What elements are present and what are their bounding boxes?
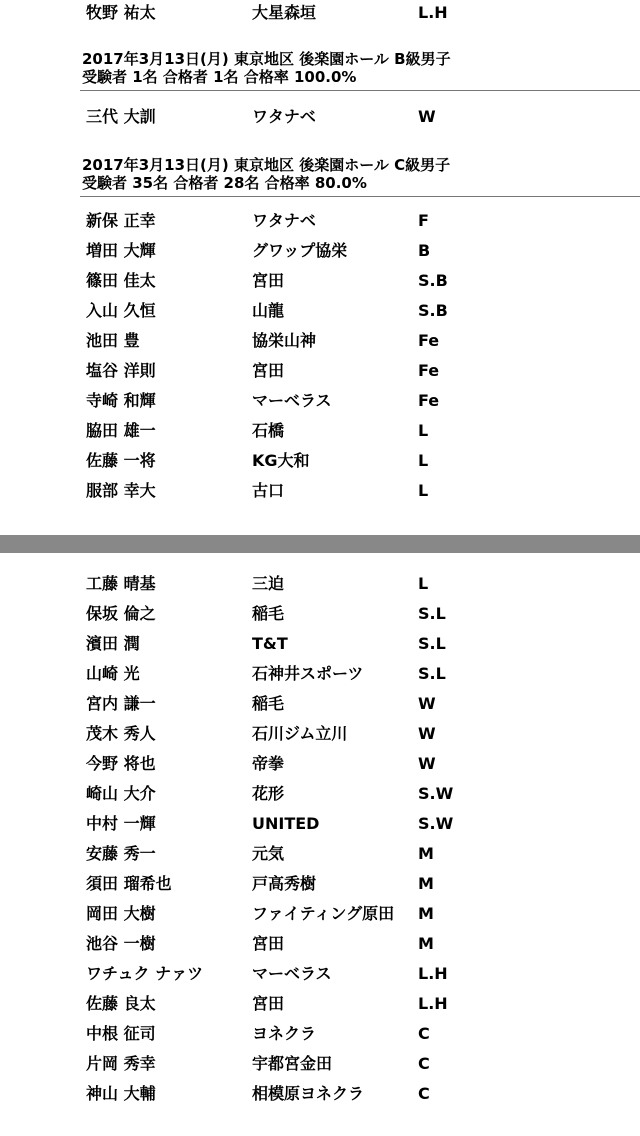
weight-class: C <box>418 1024 430 1043</box>
boxer-name: 三代 大訓 <box>86 107 156 126</box>
weight-class: W <box>418 694 436 713</box>
table-row <box>0 689 640 719</box>
boxer-name: 牧野 祐太 <box>86 3 156 22</box>
weight-class: S.B <box>418 301 448 320</box>
weight-class: L <box>418 451 429 470</box>
weight-class: B <box>418 241 431 260</box>
boxer-name: 片岡 秀幸 <box>86 1054 156 1073</box>
weight-class: W <box>418 754 436 773</box>
weight-class: F <box>418 211 429 230</box>
gym-name: ワタナベ <box>252 107 316 126</box>
gym-name: グワップ協栄 <box>252 241 348 260</box>
boxer-name: ワチュク ナァツ <box>86 964 204 983</box>
table-row <box>0 629 640 659</box>
weight-class: L.H <box>418 994 448 1013</box>
gym-name: 石川ジム立川 <box>252 724 348 743</box>
weight-class: Fe <box>418 331 440 350</box>
gym-name: 古口 <box>252 481 285 500</box>
table-row <box>0 102 640 132</box>
boxer-name: 岡田 大樹 <box>86 904 156 923</box>
boxer-name: 山崎 光 <box>86 664 140 683</box>
gym-name: 戸高秀樹 <box>252 874 317 893</box>
weight-class: Fe <box>418 361 440 380</box>
boxer-name: 工藤 晴基 <box>86 574 156 593</box>
boxer-name: 増田 大輝 <box>86 241 156 260</box>
table-row <box>0 1049 640 1079</box>
exam-title: 2017年3月13日(月) 東京地区 後楽園ホール C級男子 <box>82 156 451 174</box>
boxer-name: 神山 大輔 <box>86 1084 156 1103</box>
table-row <box>0 839 640 869</box>
boxer-name: 寺崎 和輝 <box>86 391 156 410</box>
table-row <box>0 809 640 839</box>
table-row <box>0 719 640 749</box>
boxer-name: 須田 瑠希也 <box>86 874 172 893</box>
table-row <box>0 899 640 929</box>
table-row <box>0 356 640 386</box>
gym-name: マーベラス <box>252 964 332 983</box>
weight-class: S.W <box>418 814 454 833</box>
boxer-name: 中根 征司 <box>86 1024 156 1043</box>
table-row <box>0 416 640 446</box>
table-row <box>0 206 640 236</box>
table-row <box>0 446 640 476</box>
weight-class: W <box>418 107 436 126</box>
gym-name: 三迫 <box>252 574 285 593</box>
page-separator <box>0 535 640 553</box>
boxer-name: 脇田 雄一 <box>86 421 156 440</box>
weight-class: M <box>418 934 434 953</box>
weight-class: S.B <box>418 271 448 290</box>
boxer-name: 濱田 潤 <box>86 634 140 653</box>
table-row <box>0 869 640 899</box>
boxer-name: 池田 豊 <box>86 331 140 350</box>
gym-name: 山龍 <box>252 301 285 320</box>
divider <box>80 90 640 91</box>
boxer-name: 崎山 大介 <box>86 784 156 803</box>
boxer-name: 佐藤 良太 <box>86 994 156 1013</box>
weight-class: S.L <box>418 604 446 623</box>
gym-name: 宮田 <box>252 271 285 290</box>
gym-name: 帝拳 <box>252 754 285 773</box>
gym-name: 協栄山神 <box>252 331 317 350</box>
gym-name: ファイティング原田 <box>252 904 395 923</box>
weight-class: S.W <box>418 784 454 803</box>
table-row <box>0 929 640 959</box>
table-row <box>0 386 640 416</box>
boxer-name: 篠田 佳太 <box>86 271 156 290</box>
divider <box>80 196 640 197</box>
boxer-name: 今野 将也 <box>86 754 156 773</box>
gym-name: T&T <box>252 634 288 653</box>
gym-name: 花形 <box>252 784 285 803</box>
table-row <box>0 749 640 779</box>
table-row <box>0 959 640 989</box>
boxer-name: 安藤 秀一 <box>86 844 156 863</box>
table-row <box>0 599 640 629</box>
gym-name: 稲毛 <box>252 694 285 713</box>
table-row <box>0 326 640 356</box>
boxer-name: 池谷 一樹 <box>86 934 156 953</box>
weight-class: S.L <box>418 664 446 683</box>
weight-class: C <box>418 1054 430 1073</box>
gym-name: 相模原ヨネクラ <box>252 1084 365 1103</box>
weight-class: L <box>418 421 429 440</box>
weight-class: L.H <box>418 964 448 983</box>
table-row <box>0 1079 640 1109</box>
boxer-name: 新保 正幸 <box>86 211 156 230</box>
gym-name: KG大和 <box>252 451 310 470</box>
weight-class: M <box>418 904 434 923</box>
table-row <box>0 779 640 809</box>
gym-name: 元気 <box>252 844 285 863</box>
boxer-name: 宮内 謙一 <box>86 694 156 713</box>
table-row <box>0 989 640 1019</box>
table-row <box>0 0 640 28</box>
weight-class: M <box>418 874 434 893</box>
boxer-name: 佐藤 一将 <box>86 451 156 470</box>
weight-class: S.L <box>418 634 446 653</box>
table-row <box>0 266 640 296</box>
gym-name: ヨネクラ <box>252 1024 317 1043</box>
gym-name: UNITED <box>252 814 320 833</box>
weight-class: W <box>418 724 436 743</box>
gym-name: 宮田 <box>252 934 285 953</box>
gym-name: 宮田 <box>252 994 285 1013</box>
table-row <box>0 296 640 326</box>
gym-name: 宮田 <box>252 361 285 380</box>
gym-name: マーベラス <box>252 391 332 410</box>
boxer-name: 入山 久恒 <box>86 301 156 320</box>
gym-name: 石神井スポーツ <box>252 664 364 683</box>
gym-name: 宇都宮金田 <box>252 1054 333 1073</box>
table-row <box>0 236 640 266</box>
gym-name: 稲毛 <box>252 604 285 623</box>
weight-class: C <box>418 1084 430 1103</box>
weight-class: Fe <box>418 391 440 410</box>
boxer-name: 茂木 秀人 <box>86 724 156 743</box>
weight-class: L <box>418 481 429 500</box>
boxer-name: 中村 一輝 <box>86 814 156 833</box>
table-row <box>0 476 640 506</box>
gym-name: 石橋 <box>252 421 285 440</box>
exam-title: 2017年3月13日(月) 東京地区 後楽園ホール B級男子 <box>82 50 451 68</box>
table-row <box>0 569 640 599</box>
boxer-name: 塩谷 洋則 <box>86 361 156 380</box>
weight-class: L <box>418 574 429 593</box>
weight-class: L.H <box>418 3 448 22</box>
gym-name: ワタナベ <box>252 211 316 230</box>
weight-class: M <box>418 844 434 863</box>
table-row <box>0 1019 640 1049</box>
boxer-name: 保坂 倫之 <box>86 604 156 623</box>
table-row <box>0 659 640 689</box>
gym-name: 大星森垣 <box>252 3 317 22</box>
exam-stats: 受験者 35名 合格者 28名 合格率 80.0% <box>82 174 367 192</box>
exam-stats: 受験者 1名 合格者 1名 合格率 100.0% <box>82 68 357 86</box>
boxer-name: 服部 幸大 <box>86 481 156 500</box>
